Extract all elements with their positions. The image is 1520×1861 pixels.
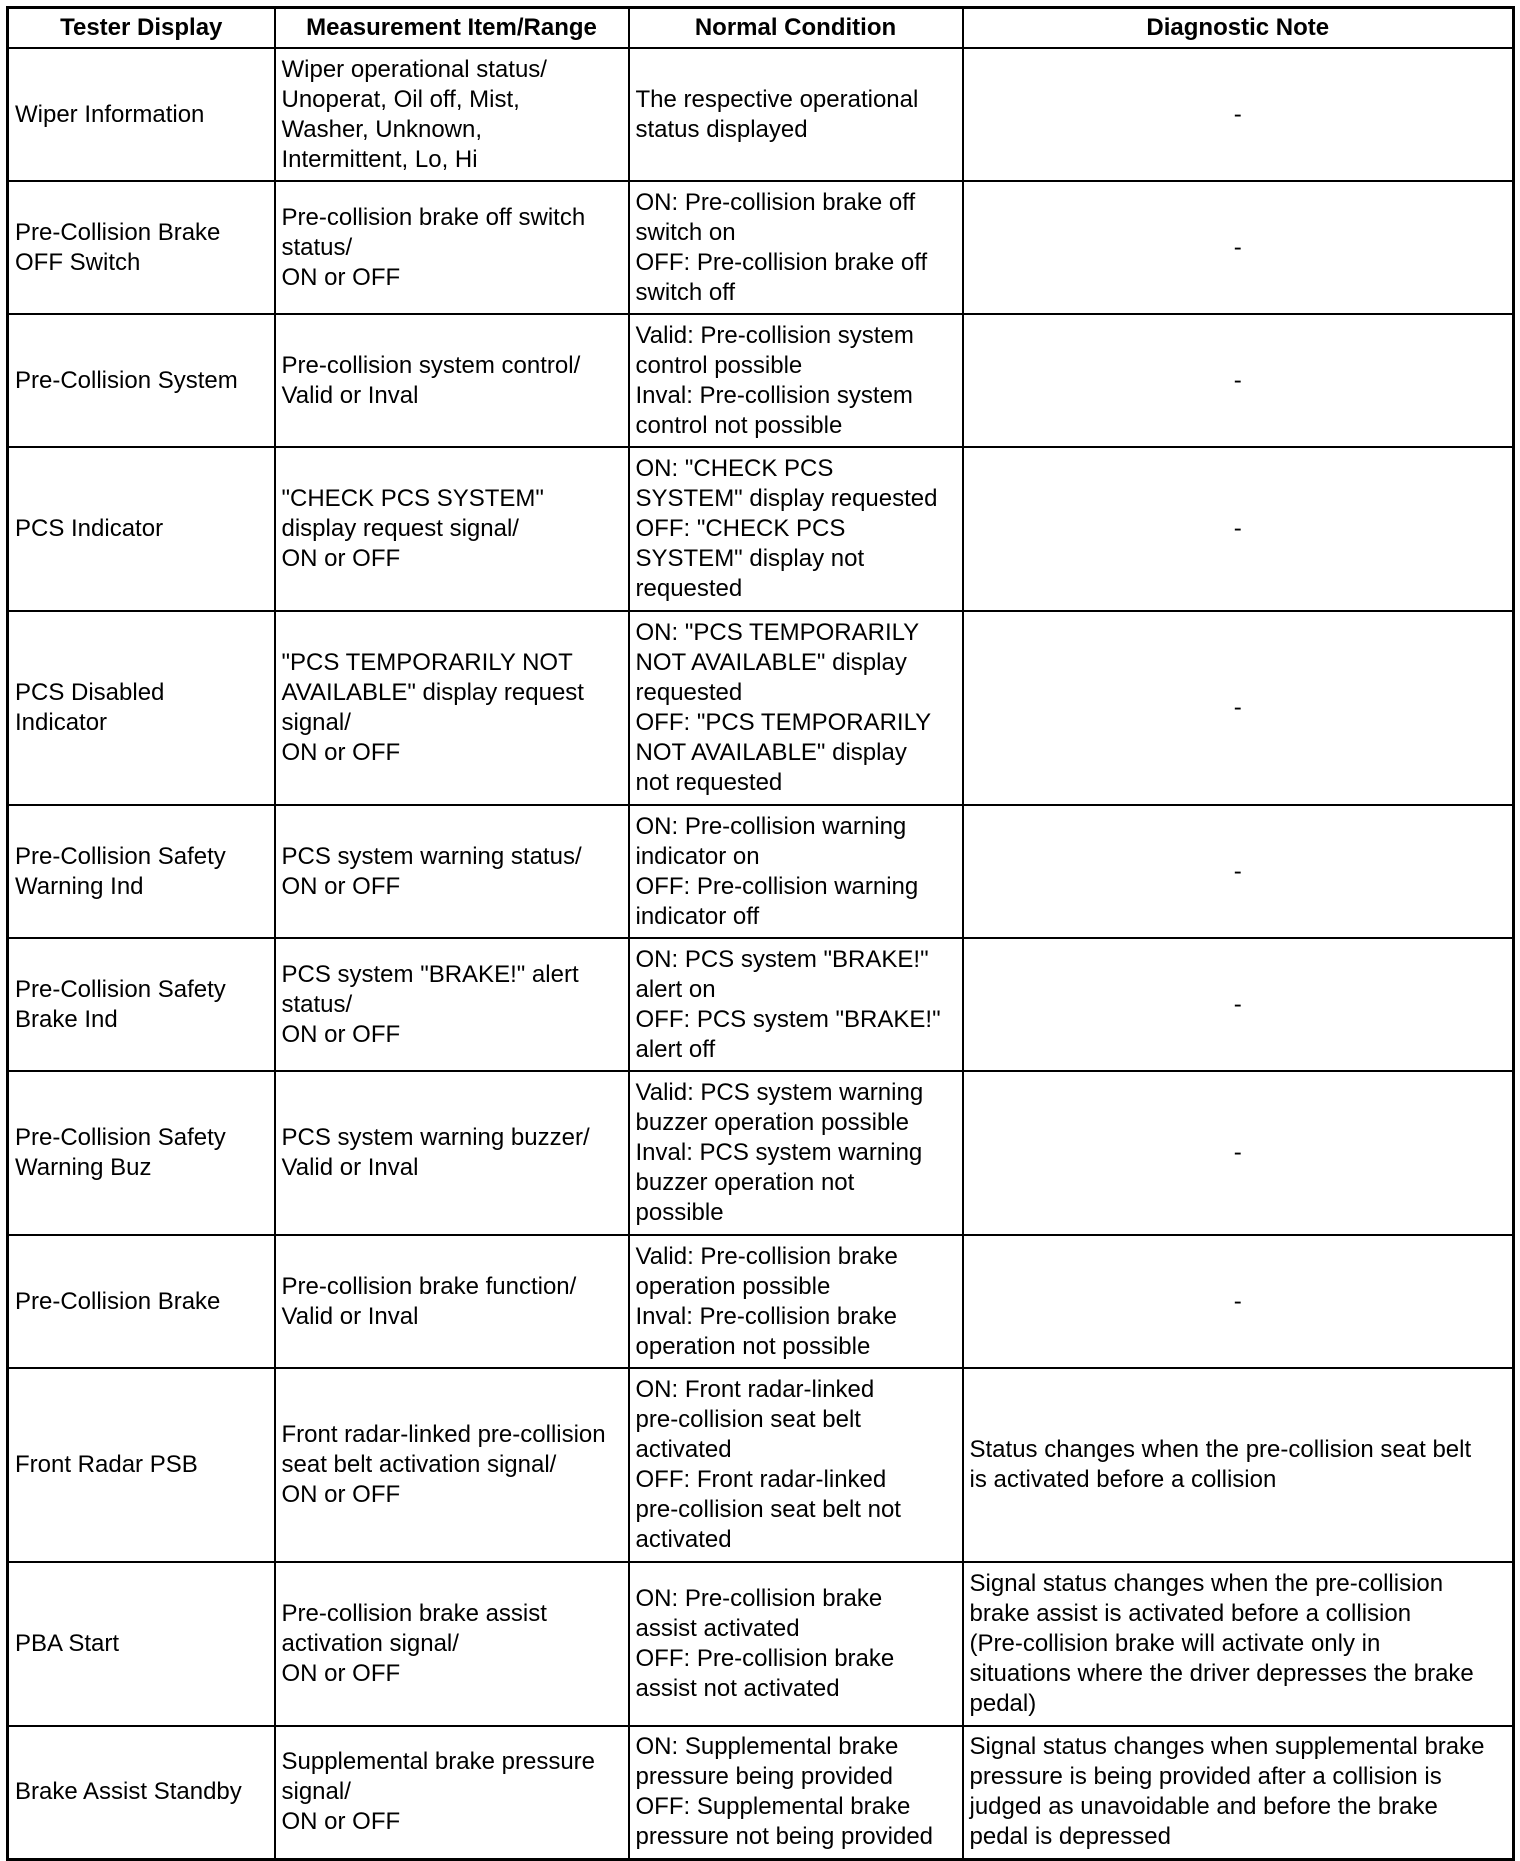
normal-condition-cell: ON: Pre-collision warning indicator on OFF: Pre-collision warning indicator off <box>629 805 963 938</box>
normal-condition-cell: Valid: Pre-collision brake operation possible Inval: Pre-collision brake operation not possible <box>629 1235 963 1368</box>
measurement-cell: "PCS TEMPORARILY NOT AVAILABLE" display request signal/ ON or OFF <box>275 611 629 805</box>
normal-condition-cell: ON: Pre-collision brake off switch on OFF: Pre-collision brake off switch off <box>629 181 963 314</box>
normal-condition-cell: ON: "CHECK PCS SYSTEM" display requested OFF: "CHECK PCS SYSTEM" display not requested <box>629 447 963 611</box>
measurement-cell: PCS system warning status/ ON or OFF <box>275 805 629 938</box>
table-row <box>8 611 1514 805</box>
tester-display-cell: Front Radar PSB <box>8 1368 275 1562</box>
table-row <box>8 938 1514 1071</box>
diagnostic-note-cell: - <box>963 447 1514 611</box>
normal-condition-cell: Valid: Pre-collision system control possible Inval: Pre-collision system control not possible <box>629 314 963 447</box>
measurement-cell: Wiper operational status/ Unoperat, Oil off, Mist, Washer, Unknown, Intermittent, Lo, Hi <box>275 48 629 181</box>
table-row <box>8 1726 1514 1859</box>
table-header-row <box>8 8 1514 49</box>
tester-display-cell: Pre-Collision Safety Warning Ind <box>8 805 275 938</box>
measurement-cell: Front radar-linked pre-collision seat belt activation signal/ ON or OFF <box>275 1368 629 1562</box>
measurement-cell: Supplemental brake pressure signal/ ON or OFF <box>275 1726 629 1859</box>
table-row <box>8 1562 1514 1726</box>
tester-display-cell: Pre-Collision System <box>8 314 275 447</box>
header-normal-condition: Normal Condition <box>629 8 963 49</box>
measurement-cell: Pre-collision brake off switch status/ ON or OFF <box>275 181 629 314</box>
header-tester-display: Tester Display <box>8 8 275 49</box>
tester-display-cell: PCS Disabled Indicator <box>8 611 275 805</box>
table-row <box>8 314 1514 447</box>
table-row <box>8 447 1514 611</box>
tester-display-cell: Brake Assist Standby <box>8 1726 275 1859</box>
normal-condition-cell: ON: "PCS TEMPORARILY NOT AVAILABLE" display requested OFF: "PCS TEMPORARILY NOT AVAILABLE" display not requested <box>629 611 963 805</box>
tester-display-cell: Pre-Collision Safety Brake Ind <box>8 938 275 1071</box>
diagnostic-note-cell: Signal status changes when supplemental brake pressure is being provided after a collision is judged as unavoidable and before the brake pedal is depressed <box>963 1726 1514 1859</box>
header-measurement-item-range: Measurement Item/Range <box>275 8 629 49</box>
diagnostic-note-cell: - <box>963 314 1514 447</box>
tester-display-cell: Pre-Collision Safety Warning Buz <box>8 1071 275 1235</box>
normal-condition-cell: ON: Pre-collision brake assist activated OFF: Pre-collision brake assist not activated <box>629 1562 963 1726</box>
diagnostic-data-table <box>6 6 1515 1861</box>
diagnostic-note-cell: - <box>963 1071 1514 1235</box>
normal-condition-cell: ON: Supplemental brake pressure being provided OFF: Supplemental brake pressure not being provided <box>629 1726 963 1859</box>
normal-condition-cell: ON: Front radar-linked pre-collision seat belt activated OFF: Front radar-linked pre-collision seat belt not activated <box>629 1368 963 1562</box>
normal-condition-cell: Valid: PCS system warning buzzer operation possible Inval: PCS system warning buzzer operation not possible <box>629 1071 963 1235</box>
normal-condition-cell: The respective operational status displayed <box>629 48 963 181</box>
table-row <box>8 805 1514 938</box>
table-row <box>8 1071 1514 1235</box>
tester-display-cell: Pre-Collision Brake OFF Switch <box>8 181 275 314</box>
measurement-cell: Pre-collision brake assist activation signal/ ON or OFF <box>275 1562 629 1726</box>
diagnostic-note-cell: - <box>963 181 1514 314</box>
diagnostic-note-cell: - <box>963 611 1514 805</box>
table-row <box>8 1368 1514 1562</box>
measurement-cell: Pre-collision system control/ Valid or Inval <box>275 314 629 447</box>
diagnostic-note-cell: Signal status changes when the pre-collision brake assist is activated before a collision (Pre-collision brake will activate only in situations where the driver depresses the brake pedal) <box>963 1562 1514 1726</box>
measurement-cell: "CHECK PCS SYSTEM" display request signal/ ON or OFF <box>275 447 629 611</box>
measurement-cell: PCS system "BRAKE!" alert status/ ON or OFF <box>275 938 629 1071</box>
table-row <box>8 48 1514 181</box>
measurement-cell: PCS system warning buzzer/ Valid or Inval <box>275 1071 629 1235</box>
normal-condition-cell: ON: PCS system "BRAKE!" alert on OFF: PCS system "BRAKE!" alert off <box>629 938 963 1071</box>
tester-display-cell: PCS Indicator <box>8 447 275 611</box>
diagnostic-note-cell: - <box>963 48 1514 181</box>
diagnostic-note-cell: - <box>963 805 1514 938</box>
table-row <box>8 1235 1514 1368</box>
diagnostic-note-cell: Status changes when the pre-collision seat belt is activated before a collision <box>963 1368 1514 1562</box>
measurement-cell: Pre-collision brake function/ Valid or Inval <box>275 1235 629 1368</box>
tester-display-cell: Wiper Information <box>8 48 275 181</box>
table-row <box>8 181 1514 314</box>
header-diagnostic-note: Diagnostic Note <box>963 8 1514 49</box>
diagnostic-note-cell: - <box>963 938 1514 1071</box>
diagnostic-note-cell: - <box>963 1235 1514 1368</box>
tester-display-cell: Pre-Collision Brake <box>8 1235 275 1368</box>
tester-display-cell: PBA Start <box>8 1562 275 1726</box>
